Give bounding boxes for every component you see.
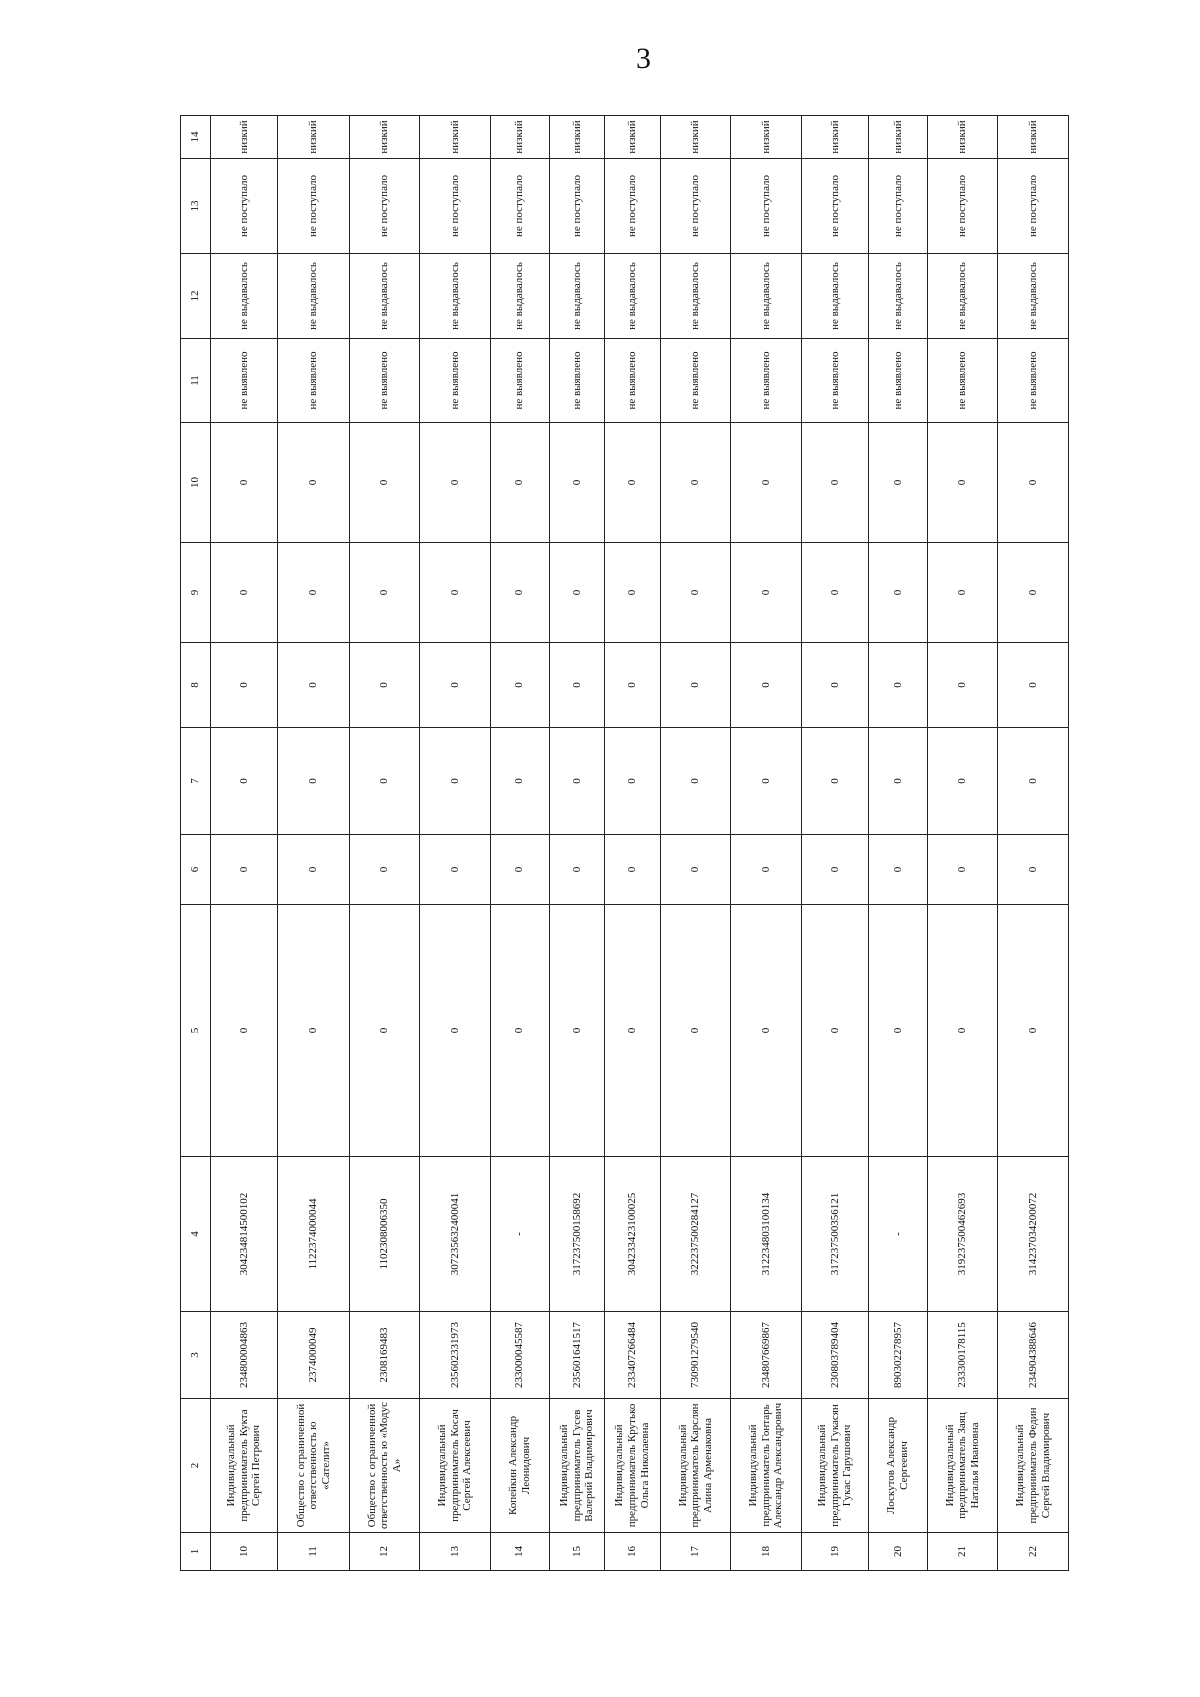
table-cell: 0	[490, 643, 549, 728]
table-cell: 22	[998, 1533, 1069, 1571]
table-cell: не выдавалось	[420, 254, 491, 339]
table-cell: 0	[210, 835, 277, 905]
table-cell: 0	[210, 728, 277, 835]
table-cell: 0	[349, 728, 420, 835]
table-cell: 0	[278, 728, 350, 835]
table-cell: 14	[490, 1533, 549, 1571]
table-cell: низкий	[660, 116, 731, 159]
column-number-header: 7	[181, 728, 211, 835]
table-cell: не выявлено	[278, 339, 350, 423]
table-cell: не выдавалось	[605, 254, 661, 339]
table-cell: не выявлено	[349, 339, 420, 423]
table-cell: 730901279540	[660, 1312, 731, 1399]
table-cell: не поступало	[869, 159, 928, 254]
table-cell: Общество с ограниченной ответственность ю «Сателит»	[278, 1399, 350, 1533]
table-cell: 0	[998, 423, 1069, 543]
table-cell: 0	[420, 835, 491, 905]
table-cell: 0	[801, 728, 868, 835]
table-cell: не выявлено	[490, 339, 549, 423]
table-cell: 0	[731, 423, 802, 543]
registry-table	[180, 115, 1069, 1571]
table-cell: 0	[278, 643, 350, 728]
table-cell: 0	[801, 423, 868, 543]
table-cell: низкий	[349, 116, 420, 159]
table-cell: не поступало	[490, 159, 549, 254]
table-cell: 13	[420, 1533, 491, 1571]
table-cell: 1122374000044	[278, 1157, 350, 1312]
table-row	[349, 116, 420, 1571]
table-cell: 0	[490, 835, 549, 905]
table-cell: 230803789404	[801, 1312, 868, 1399]
table-cell: 0	[927, 643, 998, 728]
table-row	[210, 116, 277, 1571]
table-cell: 0	[349, 543, 420, 643]
table-cell: не выдавалось	[801, 254, 868, 339]
table-cell: Индивидуальный предприниматель Кукта Сергей Петрович	[210, 1399, 277, 1533]
column-number-header: 11	[181, 339, 211, 423]
table-cell: 0	[731, 728, 802, 835]
table-cell: не поступало	[278, 159, 350, 254]
table-cell: не выявлено	[549, 339, 605, 423]
table-row	[869, 116, 928, 1571]
table-cell: 307235632400041	[420, 1157, 491, 1312]
table-cell: 17	[660, 1533, 731, 1571]
table-cell: 15	[549, 1533, 605, 1571]
column-number-header: 4	[181, 1157, 211, 1312]
table-row	[801, 116, 868, 1571]
table-cell: не выявлено	[210, 339, 277, 423]
table-cell: 20	[869, 1533, 928, 1571]
table-cell: 0	[278, 543, 350, 643]
table-cell: 19	[801, 1533, 868, 1571]
table-cell: не выдавалось	[869, 254, 928, 339]
table-cell: 0	[869, 905, 928, 1157]
table-cell: 304234814500102	[210, 1157, 277, 1312]
table-row	[549, 116, 605, 1571]
table-cell: 234904388646	[998, 1312, 1069, 1399]
table-cell: не поступало	[927, 159, 998, 254]
table-cell: 0	[605, 423, 661, 543]
table-cell: 0	[490, 423, 549, 543]
table-cell: 0	[210, 905, 277, 1157]
table-cell: 0	[660, 728, 731, 835]
table-cell: 0	[660, 835, 731, 905]
table-cell: 0	[420, 643, 491, 728]
table-row	[278, 116, 350, 1571]
table-cell: не выдавалось	[490, 254, 549, 339]
table-cell: 0	[605, 728, 661, 835]
table-cell: 0	[660, 543, 731, 643]
table-cell: низкий	[278, 116, 350, 159]
table-cell: не поступало	[660, 159, 731, 254]
table-cell: 312234803100134	[731, 1157, 802, 1312]
table-cell: Индивидуальный предприниматель Заяц Наталья Ивановна	[927, 1399, 998, 1533]
table-cell: Копейкин Александр Леонидович	[490, 1399, 549, 1533]
table-cell: 0	[731, 643, 802, 728]
table-cell: не выдавалось	[731, 254, 802, 339]
table-cell: 0	[420, 423, 491, 543]
table-cell: 0	[549, 643, 605, 728]
table-cell: 0	[490, 905, 549, 1157]
table-cell: 317237500356121	[801, 1157, 868, 1312]
table-cell: 0	[349, 643, 420, 728]
table-cell: не поступало	[210, 159, 277, 254]
table-row	[731, 116, 802, 1571]
table-cell: низкий	[420, 116, 491, 159]
table-cell: низкий	[801, 116, 868, 159]
table-cell: низкий	[605, 116, 661, 159]
table-cell: 2374000049	[278, 1312, 350, 1399]
table-cell: 0	[731, 905, 802, 1157]
table-cell: Индивидуальный предприниматель Гонтарь Александр Александрович	[731, 1399, 802, 1533]
table-cell: 314237034200072	[998, 1157, 1069, 1312]
table-cell: -	[490, 1157, 549, 1312]
table-cell: 319237500462693	[927, 1157, 998, 1312]
table-cell: 317237500158692	[549, 1157, 605, 1312]
table-cell: Индивидуальный предприниматель Карслян Алина Арменаковна	[660, 1399, 731, 1533]
table-cell: 0	[605, 643, 661, 728]
table-cell: 0	[349, 905, 420, 1157]
rotated-table-container	[180, 116, 1069, 1571]
table-row	[605, 116, 661, 1571]
table-cell: не выявлено	[731, 339, 802, 423]
table-cell: 0	[278, 835, 350, 905]
table-row	[927, 116, 998, 1571]
table-cell: низкий	[998, 116, 1069, 159]
table-cell: 0	[210, 543, 277, 643]
table-cell: 0	[549, 423, 605, 543]
table-cell: Индивидуальный предприниматель Гусев Валерий Владимирович	[549, 1399, 605, 1533]
page-number: 3	[636, 42, 651, 75]
table-cell: 0	[927, 423, 998, 543]
table-cell: 235602331973	[420, 1312, 491, 1399]
table-row	[490, 116, 549, 1571]
table-cell: 0	[801, 905, 868, 1157]
table-cell: 0	[801, 543, 868, 643]
table-cell: не выдавалось	[349, 254, 420, 339]
table-cell: 2308169483	[349, 1312, 420, 1399]
table-cell: 0	[731, 543, 802, 643]
table-cell: 0	[998, 643, 1069, 728]
table-cell: 0	[349, 423, 420, 543]
table-cell: 0	[605, 905, 661, 1157]
column-number-header: 6	[181, 835, 211, 905]
table-cell: Лоскутов Александр Сергеевич	[869, 1399, 928, 1533]
table-cell: 0	[349, 835, 420, 905]
table-cell: низкий	[869, 116, 928, 159]
table-cell: 0	[549, 543, 605, 643]
table-cell: 10	[210, 1533, 277, 1571]
table-cell: не выявлено	[998, 339, 1069, 423]
table-cell: 0	[490, 728, 549, 835]
table-cell: низкий	[731, 116, 802, 159]
column-number-header: 14	[181, 116, 211, 159]
table-cell: не поступало	[420, 159, 491, 254]
column-number-header: 13	[181, 159, 211, 254]
column-number-header: 8	[181, 643, 211, 728]
table-cell: 0	[605, 543, 661, 643]
table-cell: 0	[605, 835, 661, 905]
table-cell: 233407266484	[605, 1312, 661, 1399]
table-cell: 0	[420, 905, 491, 1157]
table-cell: 0	[927, 835, 998, 905]
column-number-header: 5	[181, 905, 211, 1157]
table-cell: Индивидуальный предприниматель Федин Сергей Владимирович	[998, 1399, 1069, 1533]
column-number-header: 9	[181, 543, 211, 643]
column-number-header: 1	[181, 1533, 211, 1571]
table-cell: 0	[869, 423, 928, 543]
table-cell: не поступало	[549, 159, 605, 254]
table-cell: 0	[660, 905, 731, 1157]
table-row	[420, 116, 491, 1571]
table-cell: 21	[927, 1533, 998, 1571]
table-cell: не выдавалось	[549, 254, 605, 339]
table-cell: низкий	[490, 116, 549, 159]
table-cell: 0	[549, 835, 605, 905]
table-cell: низкий	[210, 116, 277, 159]
table-cell: 0	[927, 728, 998, 835]
table-cell: 0	[278, 423, 350, 543]
table-cell: 233000045587	[490, 1312, 549, 1399]
table-cell: 0	[801, 835, 868, 905]
table-cell: -	[869, 1157, 928, 1312]
table-cell: 0	[927, 905, 998, 1157]
table-cell: не поступало	[801, 159, 868, 254]
table-cell: низкий	[927, 116, 998, 159]
table-cell: не выявлено	[801, 339, 868, 423]
table-cell: 0	[549, 728, 605, 835]
table-body	[181, 116, 1069, 1571]
table-cell: не поступало	[998, 159, 1069, 254]
table-cell: 0	[869, 643, 928, 728]
table-cell: 0	[278, 905, 350, 1157]
table-cell: 234807669867	[731, 1312, 802, 1399]
table-cell: не выявлено	[420, 339, 491, 423]
table-cell: 16	[605, 1533, 661, 1571]
table-cell: 304233423100025	[605, 1157, 661, 1312]
table-header-row	[181, 116, 211, 1571]
table-cell: 235601641517	[549, 1312, 605, 1399]
column-number-header: 10	[181, 423, 211, 543]
table-cell: 0	[998, 835, 1069, 905]
column-number-header: 12	[181, 254, 211, 339]
table-cell: 0	[869, 543, 928, 643]
table-row	[998, 116, 1069, 1571]
table-cell: Индивидуальный предприниматель Косач Сергей Алексеевич	[420, 1399, 491, 1533]
table-cell: 233300178115	[927, 1312, 998, 1399]
table-cell: не выявлено	[869, 339, 928, 423]
table-cell: Общество с ограниченной ответственность ю «Модус А»	[349, 1399, 420, 1533]
table-cell: не поступало	[731, 159, 802, 254]
table-cell: не выдавалось	[998, 254, 1069, 339]
table-cell: 0	[660, 643, 731, 728]
table-cell: 11	[278, 1533, 350, 1571]
table-cell: 890302278957	[869, 1312, 928, 1399]
table-cell: 0	[420, 543, 491, 643]
table-cell: 0	[869, 728, 928, 835]
table-cell: низкий	[549, 116, 605, 159]
table-cell: 0	[210, 423, 277, 543]
table-cell: не выявлено	[927, 339, 998, 423]
table-cell: Индивидуальный предприниматель Гукасян Гукас Гарушович	[801, 1399, 868, 1533]
table-cell: 0	[420, 728, 491, 835]
table-cell: не выдавалось	[210, 254, 277, 339]
column-number-header: 2	[181, 1399, 211, 1533]
table-cell: 0	[490, 543, 549, 643]
table-cell: 0	[660, 423, 731, 543]
table-cell: не выдавалось	[660, 254, 731, 339]
table-cell: 0	[731, 835, 802, 905]
table-cell: 322237500284127	[660, 1157, 731, 1312]
table-row	[660, 116, 731, 1571]
table-cell: не выявлено	[605, 339, 661, 423]
table-cell: не выдавалось	[278, 254, 350, 339]
column-number-header: 3	[181, 1312, 211, 1399]
table-cell: не выдавалось	[927, 254, 998, 339]
table-cell: 18	[731, 1533, 802, 1571]
table-cell: не поступало	[349, 159, 420, 254]
table-cell: не выявлено	[660, 339, 731, 423]
table-cell: 0	[869, 835, 928, 905]
table-cell: 0	[998, 905, 1069, 1157]
table-cell: 12	[349, 1533, 420, 1571]
table-cell: 0	[998, 728, 1069, 835]
table-cell: Индивидуальный предприниматель Крутько Ольга Николаевна	[605, 1399, 661, 1533]
table-cell: 0	[210, 643, 277, 728]
table-cell: 234800004863	[210, 1312, 277, 1399]
table-cell: 0	[998, 543, 1069, 643]
table-cell: 0	[927, 543, 998, 643]
table-cell: не поступало	[605, 159, 661, 254]
table-cell: 0	[549, 905, 605, 1157]
table-cell: 0	[801, 643, 868, 728]
table-cell: 1102308006350	[349, 1157, 420, 1312]
